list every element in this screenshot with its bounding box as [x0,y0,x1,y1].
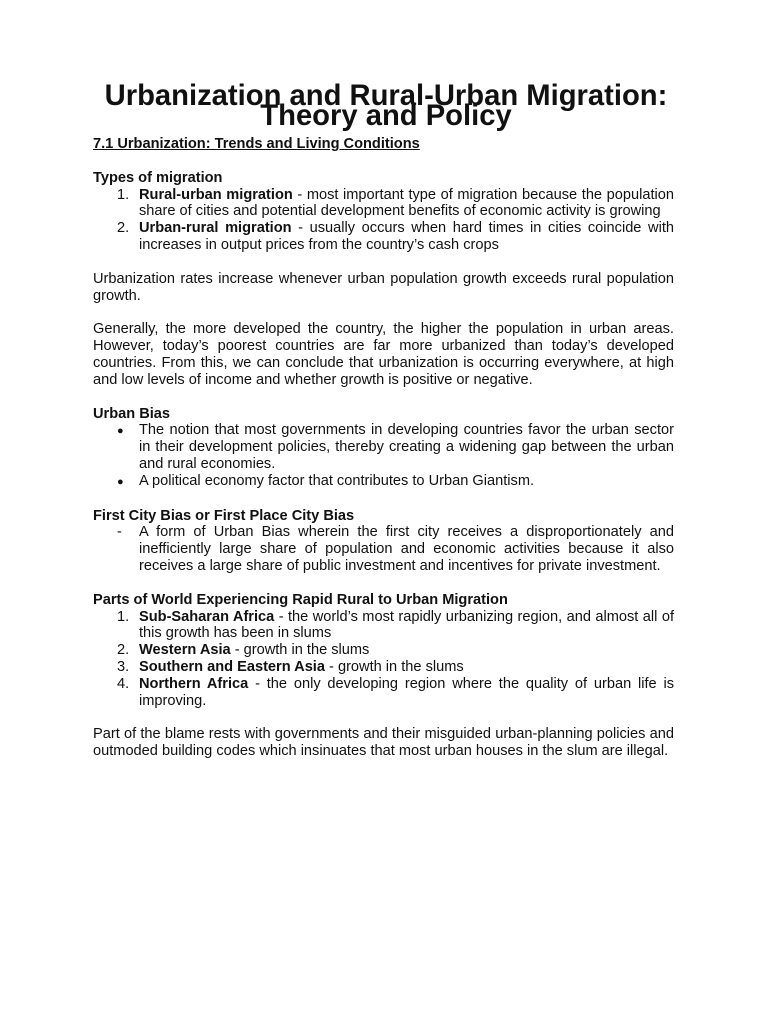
bullet-icon: ● [117,475,124,488]
list-item-text: A form of Urban Bias wherein the first city receives a disproportionately and inefficiently large share of population and economic activities because it also receives a large share of public investment and incentives for private investment. [139,524,674,574]
types-of-migration-heading: Types of migration [93,169,223,186]
types-of-migration-block [93,170,674,254]
list-item-term: Rural-urban migration [139,186,293,203]
paragraph-urbanization-rates: Urbanization rates increase whenever urban population growth exceeds rural population growth. [93,270,674,304]
list-item-term: Northern Africa [139,675,249,692]
parts-of-world-block [93,592,674,710]
list-item-text: - the only developing region where the quality of urban life is improving. [139,675,675,709]
list-item [93,187,674,221]
list-marker: 3. [117,658,130,675]
bullet-icon: ● [117,425,124,438]
list-item-term: Sub-Saharan Africa [139,608,275,625]
list-item [93,524,674,574]
list-item-term: Western Asia [139,642,231,659]
list-item-text: - growth in the slums [324,658,464,675]
list-item [93,676,674,710]
list-marker: 1. [117,608,130,625]
document-title: Urbanization and Rural-Urban Migration: Theory and Policy [104,80,668,132]
parts-of-world-heading: Parts of World Experiencing Rapid Rural to Urban Migration [93,591,508,608]
list-item-text: - most important type of migration because the population share of cities and potential development benefits of economic activity is growing [139,186,674,220]
list-item-text: - the world’s most rapidly urbanizing region, and almost all of this growth has been in slums [139,608,674,642]
types-of-migration-list [93,187,674,254]
paragraph-blame: Part of the blame rests with governments and their misguided urban-planning policies and outmoded building codes which insinuates that most urban houses in the slum are illegal. [93,726,674,760]
dash-marker: - [117,524,122,541]
document-page [93,80,675,760]
list-marker: 4. [117,675,130,692]
list-item-term: Southern and Eastern Asia [139,658,325,675]
list-item-text: The notion that most governments in developing countries favor the urban sector in their development policies, thereby creating a widening gap between the urban and rural economies. [139,422,674,472]
list-item [93,659,674,676]
list-marker: 2. [117,220,130,237]
list-item-text: A political economy factor that contributes to Urban Giantism. [139,472,535,489]
urban-bias-list [93,422,674,490]
list-item [93,422,674,472]
section-heading: 7.1 Urbanization: Trends and Living Conditions [93,136,420,152]
list-item [93,642,674,659]
list-item-text: - usually occurs when hard times in cities coincide with increases in output prices from the country’s cash crops [139,220,674,253]
list-marker: 1. [117,186,130,203]
parts-of-world-list [93,609,674,710]
paragraph-generally: Generally, the more developed the country, the higher the population in urban areas. However, today’s poorest countries are far more urbanized than today’s developed countries. From this, we can conclude that urbanization is occurring everywhere, at high and low levels of income and whether growth is positive or negative. [93,321,674,388]
urban-bias-block [93,406,674,491]
list-item [93,609,674,643]
list-marker: 2. [117,642,130,659]
list-item-term: Urban-rural migration [139,220,292,237]
first-city-bias-block [93,508,674,575]
list-item [93,220,674,254]
first-city-bias-heading: First City Bias or First Place City Bias [93,507,355,524]
list-item [93,473,674,491]
list-item-text: - growth in the slums [230,642,370,659]
urban-bias-heading: Urban Bias [93,405,171,422]
first-city-bias-list [93,524,674,574]
